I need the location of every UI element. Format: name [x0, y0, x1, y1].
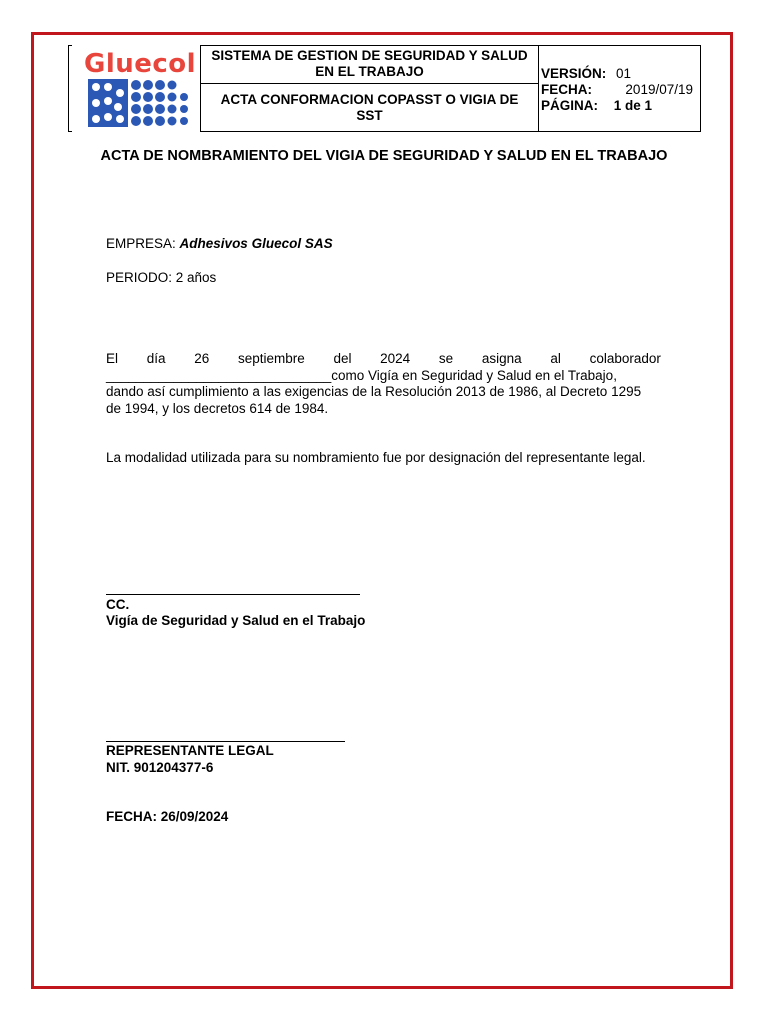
- document-title: ACTA DE NOMBRAMIENTO DEL VIGIA DE SEGURIDAD Y SALUD EN EL TRABAJO: [100, 148, 668, 164]
- fecha-final: FECHA: 26/09/2024: [106, 809, 229, 824]
- appointment-paragraph: [106, 351, 661, 417]
- empresa-value: Adhesivos Gluecol SAS: [179, 236, 333, 251]
- word: 2024: [380, 351, 411, 366]
- logo-bracket: [68, 45, 72, 132]
- pagina-label: PÁGINA:: [541, 98, 598, 113]
- fecha-value: 2019/07/19: [625, 82, 693, 97]
- company-logo: [74, 45, 200, 132]
- sig2-role: REPRESENTANTE LEGAL: [106, 743, 274, 758]
- modalidad-text: La modalidad utilizada para su nombramiento fue por designación del representante legal.: [106, 450, 646, 465]
- word: del: [333, 351, 352, 366]
- paragraph-line-2: [106, 368, 661, 385]
- word: día: [146, 351, 166, 366]
- word: al: [550, 351, 561, 366]
- word: asigna: [481, 351, 522, 366]
- header-title-cell: [200, 45, 539, 132]
- paragraph-line-3: dando así cumplimiento a las exigencias de la Resolución 2013 de 1986, al Decreto 1295: [106, 384, 642, 399]
- document-header: [68, 45, 701, 132]
- word: septiembre: [237, 351, 305, 366]
- version-value: 01: [616, 66, 632, 81]
- word: El: [106, 351, 119, 366]
- fecha-label: FECHA:: [541, 82, 592, 97]
- empresa-line: [106, 236, 333, 253]
- periodo-line: PERIODO: 2 años: [106, 270, 217, 285]
- sig1-role: Vigía de Seguridad y Salud en el Trabajo: [106, 613, 366, 628]
- paragraph-line-4: de 1994, y los decretos 614 de 1984.: [106, 400, 329, 416]
- word: se: [438, 351, 454, 366]
- signature-line-representante: [106, 741, 345, 742]
- form-title: ACTA CONFORMACION COPASST O VIGIA DE SST: [220, 92, 519, 123]
- version-label: VERSIÓN:: [541, 66, 607, 81]
- word: colaborador: [589, 351, 661, 366]
- sig2-nit: NIT. 901204377-6: [106, 760, 214, 775]
- collaborator-name-blank: ______________________________: [106, 367, 332, 383]
- paragraph-line-1: [106, 351, 661, 368]
- logo-dots-icon: [88, 79, 194, 127]
- header-meta-cell: [538, 45, 701, 132]
- signature-line-vigia: [106, 594, 360, 595]
- empresa-label: EMPRESA:: [106, 236, 176, 251]
- sig1-cc: CC.: [106, 597, 130, 612]
- word: 26: [194, 351, 210, 366]
- system-title: SISTEMA DE GESTION DE SEGURIDAD Y SALUD EN EL TRABAJO: [201, 46, 538, 84]
- pagina-value: 1 de 1: [613, 98, 653, 113]
- paragraph-line-2-text: como Vigía en Seguridad y Salud en el Trabajo,: [331, 367, 617, 383]
- page-border-frame: [31, 32, 733, 989]
- logo-wordmark: Gluecol: [84, 49, 197, 79]
